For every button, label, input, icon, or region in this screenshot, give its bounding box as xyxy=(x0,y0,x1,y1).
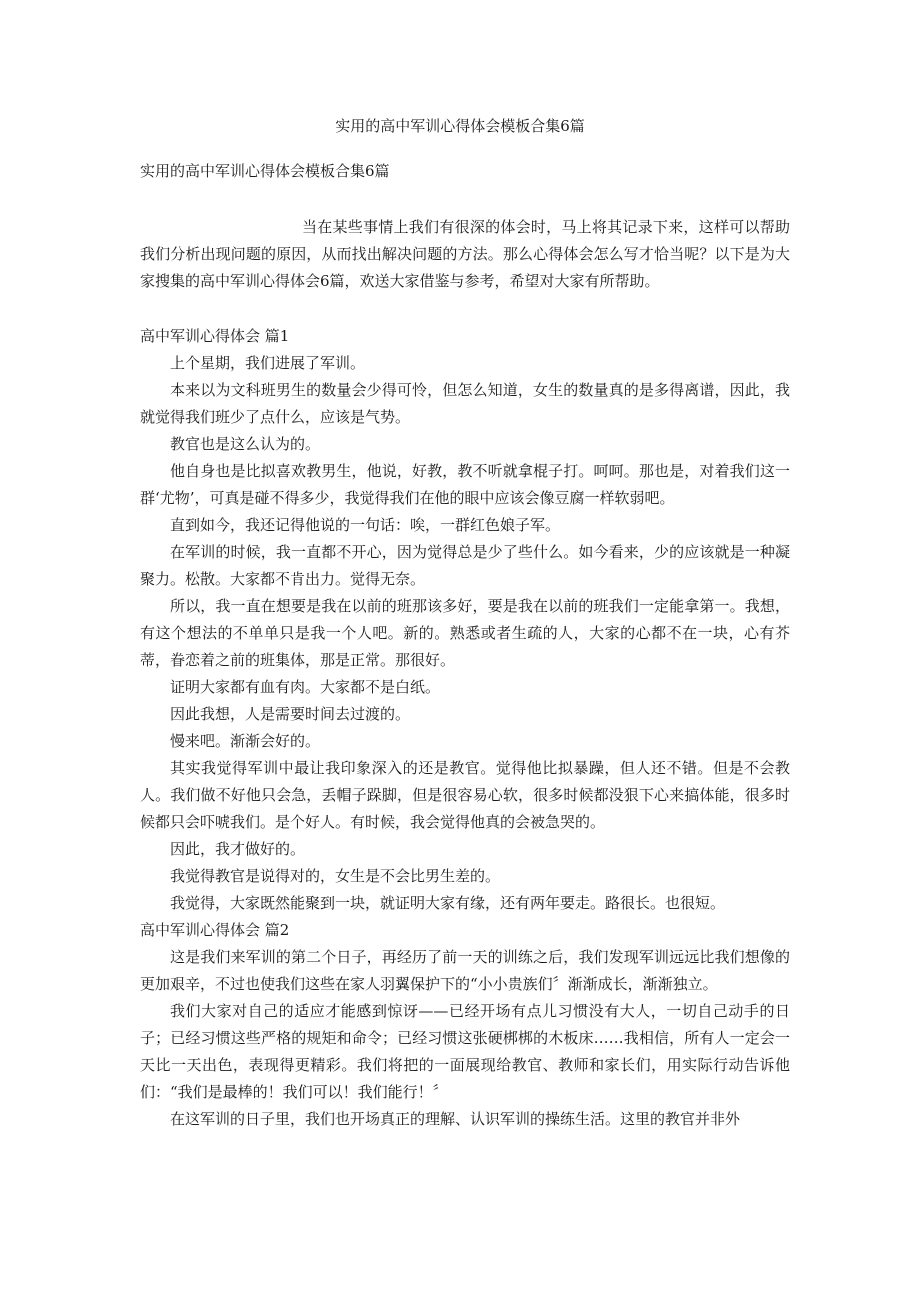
body-paragraph: 我们大家对自己的适应才能感到惊讶——已经开场有点儿习惯没有大人，一切自己动手的日子；已经习惯这些严格的规矩和命令；已经习惯这张硬梆梆的木板床……我相信，所有人一定会一天比一天出色，表现得更精彩。我们将把的一面展现给教官、教师和家长们，用实际行动告诉他们：“我们是最棒的！我们可以！我们能行！〞 xyxy=(140,1002,790,1101)
body-paragraph: 我觉得教官是说得对的，女生是不会比男生差的。 xyxy=(170,867,501,885)
body-paragraph: 教官也是这么认为的。 xyxy=(170,435,321,453)
document-body xyxy=(140,323,790,1133)
body-paragraph: 慢来吧。渐渐会好的。 xyxy=(170,732,321,750)
body-paragraph: 直到如今，我还记得他说的一句话：唉，一群红色娘子军。 xyxy=(170,516,561,534)
document-title: 实用的高中军训心得体会模板合集6篇 xyxy=(335,117,585,135)
intro-first-line: 当在某些事情上我们有很深的体会时，马上将其记录下来，这样可以 xyxy=(302,218,760,236)
section-heading: 高中军训心得体会 篇1 xyxy=(140,327,290,345)
section-heading: 高中军训心得体会 篇2 xyxy=(140,921,290,939)
body-paragraph: 我觉得，大家既然能聚到一块，就证明大家有缘，还有两年要走。路很长。也很短。 xyxy=(170,894,726,912)
body-paragraph: 其实我觉得军训中最让我印象深入的还是教官。觉得他比拟暴躁，但人还不错。但是不会教人。我们做不好他只会急，丢帽子跺脚，但是很容易心软，很多时候都没狠下心来搞体能，很多时候都只会吓唬我们。是个好人。有时候，我会觉得他真的会被急哭的。 xyxy=(140,759,790,831)
body-paragraph: 因此，我才做好的。 xyxy=(170,840,306,858)
body-paragraph: 在军训的时候，我一直都不开心，因为觉得总是少了些什么。如今看来，少的应该就是一种凝聚力。松散。大家都不肯出力。觉得无奈。 xyxy=(140,543,790,588)
body-paragraph: 因此我想，人是需要时间去过渡的。 xyxy=(170,705,411,723)
body-paragraph: 在这军训的日子里，我们也开场真正的理解、认识军训的操练生活。这里的教官并非外 xyxy=(170,1110,741,1128)
body-paragraph: 这是我们来军训的第二个日子，再经历了前一天的训练之后，我们发现军训远远比我们想像的更加艰辛，不过也使我们这些在家人羽翼保护下的“小小贵族们〞渐渐成长，渐渐独立。 xyxy=(140,948,790,993)
body-paragraph: 上个星期，我们进展了军训。 xyxy=(170,354,366,372)
body-paragraph: 所以，我一直在想要是我在以前的班那该多好，要是我在以前的班我们一定能拿第一。我想，有这个想法的不单单只是我一个人吧。新的。熟悉或者生疏的人，大家的心都不在一块，心有芥蒂，眷恋着之前的班集体，那是正常。那很好。 xyxy=(140,597,790,669)
intro-paragraph xyxy=(140,214,790,295)
intro-rest: 帮助我们分析出现问题的原因，从而找出解决问题的方法。那么心得体会怎么写才恰当呢？以下是为大家搜集的高中军训心得体会6篇，欢送大家借鉴与参考，希望对大家有所帮助。 xyxy=(140,218,790,290)
body-paragraph: 他自身也是比拟喜欢教男生，他说，好教，教不听就拿棍子打。呵呵。那也是，对着我们这一群‘尤物’，可真是碰不得多少，我觉得我们在他的眼中应该会像豆腐一样软弱吧。 xyxy=(140,462,790,507)
body-paragraph: 本来以为文科班男生的数量会少得可怜，但怎么知道，女生的数量真的是多得离谱，因此，我就觉得我们班少了点什么，应该是气势。 xyxy=(140,381,790,426)
document-subtitle: 实用的高中军训心得体会模板合集6篇 xyxy=(140,162,390,180)
body-paragraph: 证明大家都有血有肉。大家都不是白纸。 xyxy=(170,678,441,696)
